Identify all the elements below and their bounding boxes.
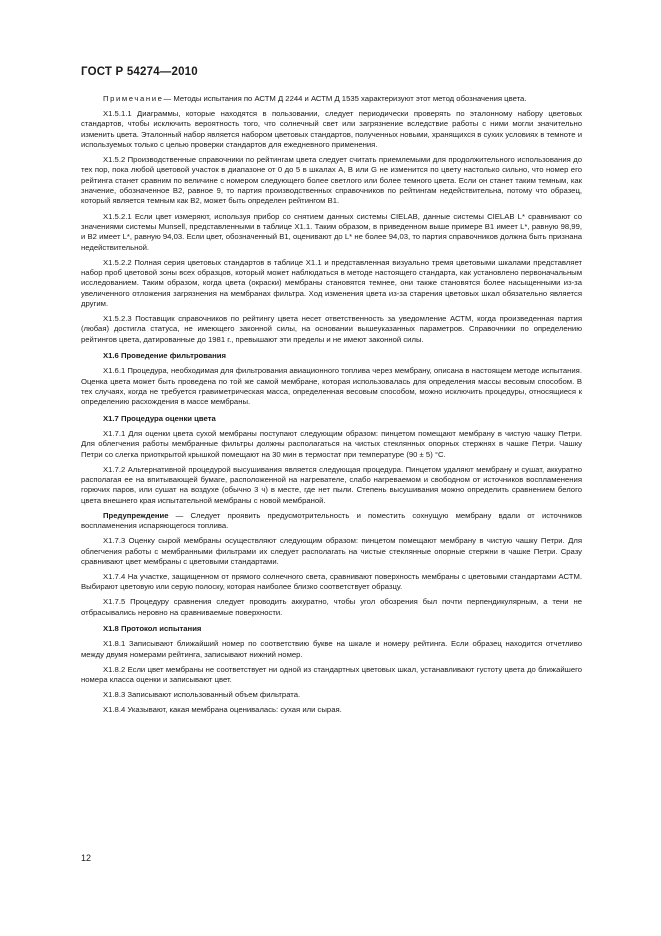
paragraph: Х1.5.1.1 Диаграммы, которые находятся в пользовании, следует периодически проверять по эталонному набору цветовых стандартов, чтобы исключить вероятность того, что солнечный свет или загрязнение вследствие работы с ними могли значительно изменить цвета. Эталонный набор является набором цветовых стандартов, полученных новыми, хранящихся в сухих условиях в темноте и используемых только с целью проверки стандартов для ежедневного применения. — [81, 109, 582, 150]
paragraph: Х1.6.1 Процедура, необходимая для фильтрования авиационного топлива через мембрану, описана в настоящем методе испытания. Оценка цвета может быть проведена по той же самой мембране, которая использовалась для определения массы весовым способом. В тех случаях, когда не требуется гравиметрическая масса, определенная весовым способом, можно исключить процедуры, относящиеся к определению расхождения в массе мембраны. — [81, 366, 582, 407]
warning-label: Предупреждение — [103, 510, 169, 520]
document-body — [81, 94, 582, 720]
paragraph: Х1.8.2 Если цвет мембраны не соответствует ни одной из стандартных цветовых шкал, устанавливают густоту цвета до ближайшего номера класса оценки и записывают цвет. — [81, 664, 582, 685]
paragraph: Х1.8.1 Записывают ближайший номер по соответствию букве на шкале и номеру рейтинга. Если образец находится отчетливо между двумя номерами рейтинга, записывают нижний номер. — [81, 639, 582, 659]
paragraph: Х1.7.5 Процедуру сравнения следует проводить аккуратно, чтобы угол обозрения был почти перпендикулярным, а тени не отбрасывались неровно на сравниваемые поверхности. — [81, 597, 582, 617]
paragraph: Х1.5.2.1 Если цвет измеряют, используя прибор со снятием данных системы CIELAB, данные системы CIELAB L* сравнивают со значениями системы Munsell, представленными в таблице Х1.1. Таким образом, в приведенном выше примере В1 имеет L*, равную 98,99, и В2 имеет L*, равную 94,03. Если цвет, обозначенный В1, оценивают до L* не более 94,03, то партия справочников должна быть признана недействительной. — [81, 211, 582, 252]
paragraph: Х1.5.2 Производственные справочники по рейтингам цвета следует считать приемлемыми для продолжительного использования до тех пор, пока любой цветовой участок в диапазоне от 0 до 5 в шкалах А, В или G не изменится по цвету настолько сильно, что номер его рейтинга станет сравним по величине с номером следующего более светлого или более темного цвета. Если он станет таким темным, как значение, обозначенное В2, равное 9, то партия производственных справочников по рейтингам недействительна, потому что образец, который является темным как В2, может быть определен рейтингом В1. — [81, 155, 582, 206]
warning-paragraph — [81, 511, 582, 532]
warning-text: — Следует проявить предусмотрительность и поместить сохнущую мембрану вдали от источников воспламенения испаряющегося топлива. — [81, 510, 582, 531]
note-text: — Методы испытания по АСТМ Д 2244 и АСТМ Д 1535 характеризуют этот метод обозначения цвета. — [163, 94, 527, 103]
paragraph: Х1.7.2 Альтернативной процедурой высушивания является следующая процедура. Пинцетом удаляют мембрану и сушат, аккуратно располагая ее на впитывающей бумаге, расположенной на нагревателе, слабо нагреваемом и свободном от источников воспламенения горючих паров, или сушат на воздухе (обычно 3 ч) в месте, где нет пыли. Степень высушивания можно определить сравнением белого цвета внешнего края испытательной мембраны с новой мембраной. — [81, 464, 582, 505]
section-heading: Х1.7 Процедура оценки цвета — [103, 413, 216, 423]
paragraph: Х1.8.3 Записывают использованный объем фильтрата. — [103, 690, 301, 700]
section-heading: Х1.6 Проведение фильтрования — [103, 351, 226, 360]
note-label: Примечание — [103, 94, 164, 103]
paragraph: Х1.7.1 Для оценки цвета сухой мембраны поступают следующим образом: пинцетом помещают мембрану в чистую чашку Петри. Для облегчения работы мембранные фильтры должны располагаться на чистых стеклянных опорных стержнях в чашке Петри. Чашку Петри со слегка приоткрытой крышкой помещают на 30 мин в термостат при температуре (90 ± 5) °С. — [81, 429, 582, 459]
paragraph: Х1.7.4 На участке, защищенном от прямого солнечного света, сравнивают поверхность мембраны с цветовыми стандартами АСТМ. Выбирают цветовую или серую полоску, которая наиболее близко соответствует образцу. — [81, 571, 582, 592]
section-heading: Х1.8 Протокол испытания — [103, 624, 202, 633]
paragraph: Х1.7.3 Оценку сырой мембраны осуществляют следующим образом: пинцетом помещают мембрану в чистую чашку Петри. Для облегчения работы с мембранными фильтрами их следует располагать на чистые стеклянные опорные стержни в чашке Петри. Сразу сравнивают цвет мембраны с цветовыми стандартами. — [81, 536, 582, 566]
note-paragraph — [81, 94, 582, 104]
paragraph: Х1.5.2.2 Полная серия цветовых стандартов в таблице Х1.1 и представленная визуально тремя цветовыми шкалами представляет набор проб цветовой зоны всех образцов, который может наблюдаться в методе настоящего стандарта, как установлено первоначальным исследованием. Таким образом, когда цвета (окраски) мембраны становятся темнее, они также становятся более насыщенными из-за увеличенного отложения загрязнения на мембранах фильтра. Ход изменения цвета из-за старения цветовых шкал обязательно является другим. — [81, 257, 582, 308]
document-header: ГОСТ Р 54274—2010 — [81, 66, 198, 78]
page-number: 12 — [81, 853, 92, 863]
paragraph: Х1.8.4 Указывают, какая мембрана оценивалась: сухая или сырая. — [103, 705, 342, 715]
paragraph: Х1.5.2.3 Поставщик справочников по рейтингу цвета несет ответственность за уведомление АСТМ, когда произведенная партия (любая) достигла статуса, не имеющего законной силы, на основании вышеуказанных параметров. Справочники по определению рейтингов цвета, датированные до 1981 г., превышают эти пределы и не имеют законной силы. — [81, 313, 582, 344]
